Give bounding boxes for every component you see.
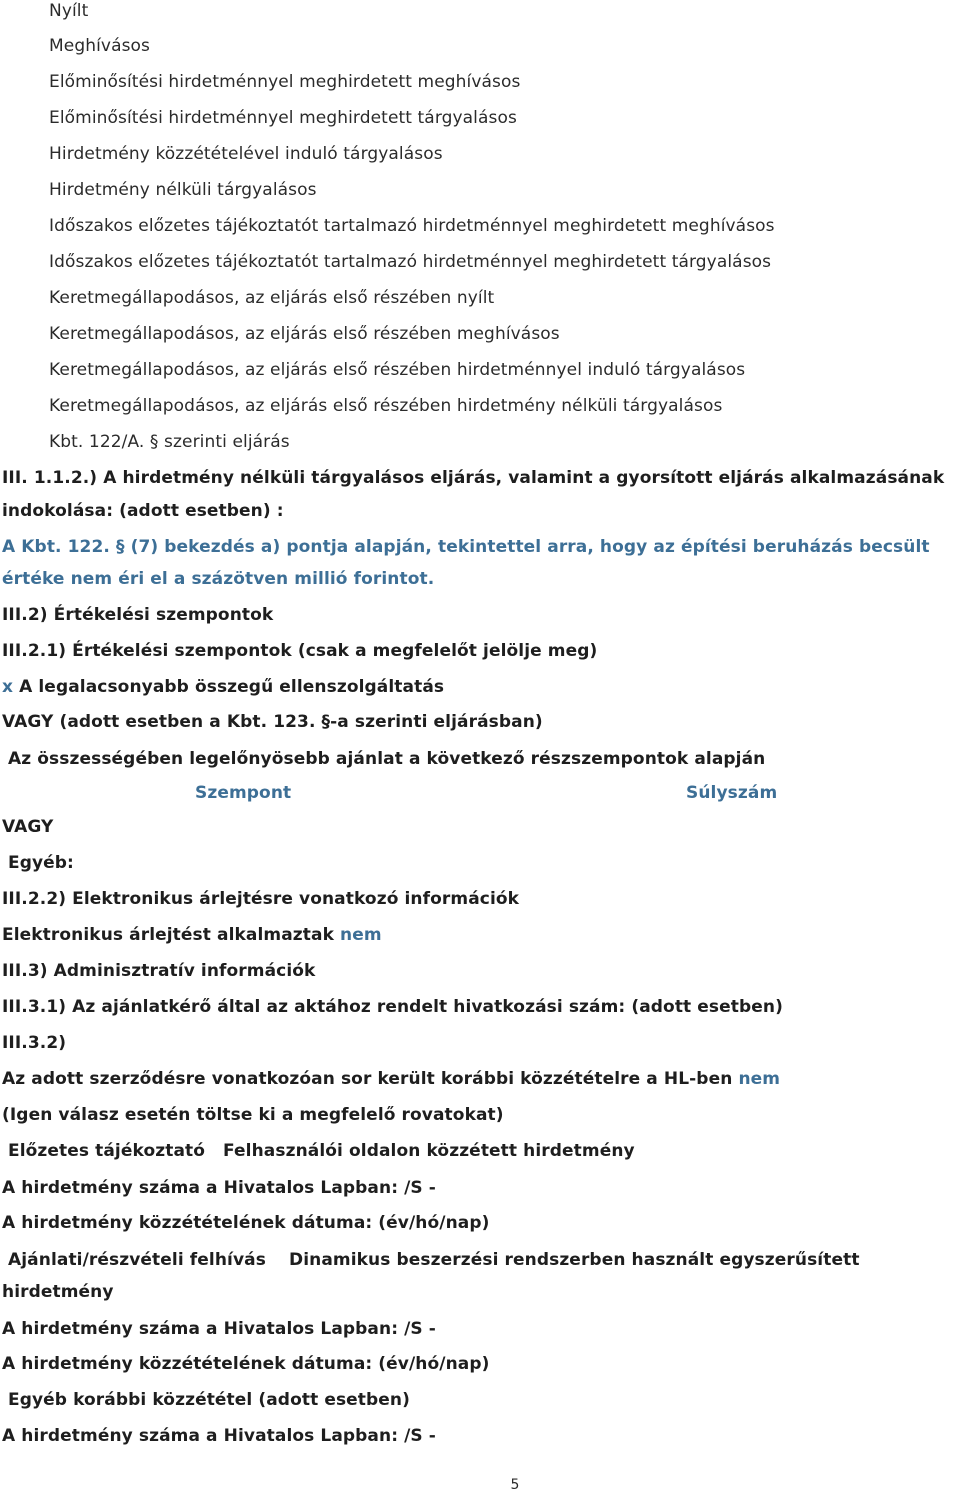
procedure-option: Keretmegállapodásos, az eljárás első részében hirdetménnyel induló tárgyalásos (49, 360, 746, 380)
alternative-label: VAGY (2, 817, 54, 837)
prior-publication-value: nem (738, 1069, 781, 1089)
eauction-row (2, 924, 382, 946)
other-criterion: Egyéb: (8, 853, 74, 873)
procedure-option: Keretmegállapodásos, az eljárás első részében meghívásos (49, 324, 560, 344)
column-header-criterion: Szempont (195, 783, 292, 803)
eauction-value: nem (340, 925, 382, 945)
section-heading: III. 1.1.2.) A hirdetmény nélküli tárgyalásos eljárás, valamint a gyorsított eljárás alkalmazásának (2, 468, 945, 488)
subsection-heading: III.3.2) (2, 1033, 67, 1053)
oj-number-line: A hirdetmény száma a Hivatalos Lapban: /S - (2, 1319, 436, 1339)
criterion-label: A legalacsonyabb összegű ellenszolgáltatás (19, 677, 445, 697)
call-for-tender-option: Ajánlati/részvételi felhívás (8, 1250, 266, 1270)
subsection-heading: III.2.2) Elektronikus árlejtésre vonatkozó információk (2, 889, 520, 909)
oj-number-line: A hirdetmény száma a Hivatalos Lapban: /S - (2, 1178, 436, 1198)
procedure-option: Meghívásos (49, 36, 151, 56)
other-prior-publication: Egyéb korábbi közzététel (adott esetben) (8, 1390, 410, 1410)
oj-number-line: A hirdetmény száma a Hivatalos Lapban: /S - (2, 1426, 436, 1446)
procedure-option: Hirdetmény közzétételével induló tárgyalásos (49, 144, 443, 164)
justification-text-cont: értéke nem éri el a százötven millió forintot. (2, 569, 435, 589)
justification-text: A Kbt. 122. § (7) bekezdés a) pontja alapján, tekintettel arra, hogy az építési beruházás becsült (2, 537, 930, 557)
subsection-heading: III.2.1) Értékelési szempontok (csak a megfelelőt jelölje meg) (2, 641, 598, 661)
reference-number-line: III.3.1) Az ajánlatkérő által az aktához rendelt hivatkozási szám: (adott esetben) (2, 997, 783, 1017)
procedure-option: Nyílt (49, 1, 89, 21)
page-number: 5 (510, 1477, 520, 1493)
pin-option: Előzetes tájékoztató (8, 1141, 206, 1161)
eauction-label: Elektronikus árlejtést alkalmaztak (2, 925, 334, 945)
selected-mark: x (2, 677, 14, 697)
procedure-option: Hirdetmény nélküli tárgyalásos (49, 180, 317, 200)
procedure-option: Kbt. 122/A. § szerinti eljárás (49, 432, 290, 452)
dps-option-cont: hirdetmény (2, 1282, 114, 1302)
column-header-weight: Súlyszám (686, 783, 778, 803)
prior-publication-label: Az adott szerződésre vonatkozóan sor került korábbi közzétételre a HL-ben (2, 1069, 733, 1089)
publication-date-line: A hirdetmény közzétételének dátuma: (év/hó/nap) (2, 1213, 490, 1233)
prior-publication-row (2, 1068, 780, 1090)
section-heading-cont: indokolása: (adott esetben) : (2, 501, 284, 521)
procedure-option: Keretmegállapodásos, az eljárás első részében nyílt (49, 288, 495, 308)
instruction-text: (Igen válasz esetén töltse ki a megfelelő rovatokat) (2, 1105, 504, 1125)
procedure-option: Előminősítési hirdetménnyel meghirdetett tárgyalásos (49, 108, 517, 128)
procedure-option: Előminősítési hirdetménnyel meghirdetett meghívásos (49, 72, 521, 92)
section-heading: III.2) Értékelési szempontok (2, 605, 274, 625)
publication-date-line: A hirdetmény közzétételének dátuma: (év/hó/nap) (2, 1354, 490, 1374)
alternative-line: VAGY (adott esetben a Kbt. 123. §-a szerinti eljárásban) (2, 712, 543, 732)
buyer-profile-option: Felhasználói oldalon közzétett hirdetmény (223, 1141, 635, 1161)
dps-option: Dinamikus beszerzési rendszerben használt egyszerűsített (289, 1250, 860, 1270)
criterion-lowest-price (2, 676, 444, 698)
section-heading: III.3) Adminisztratív információk (2, 961, 316, 981)
procedure-option: Időszakos előzetes tájékoztatót tartalmazó hirdetménnyel meghirdetett tárgyalásos (49, 252, 772, 272)
criterion-best-value: Az összességében legelőnyösebb ajánlat a következő részszempontok alapján (8, 749, 766, 769)
procedure-option: Keretmegállapodásos, az eljárás első részében hirdetmény nélküli tárgyalásos (49, 396, 723, 416)
procedure-option: Időszakos előzetes tájékoztatót tartalmazó hirdetménnyel meghirdetett meghívásos (49, 216, 775, 236)
